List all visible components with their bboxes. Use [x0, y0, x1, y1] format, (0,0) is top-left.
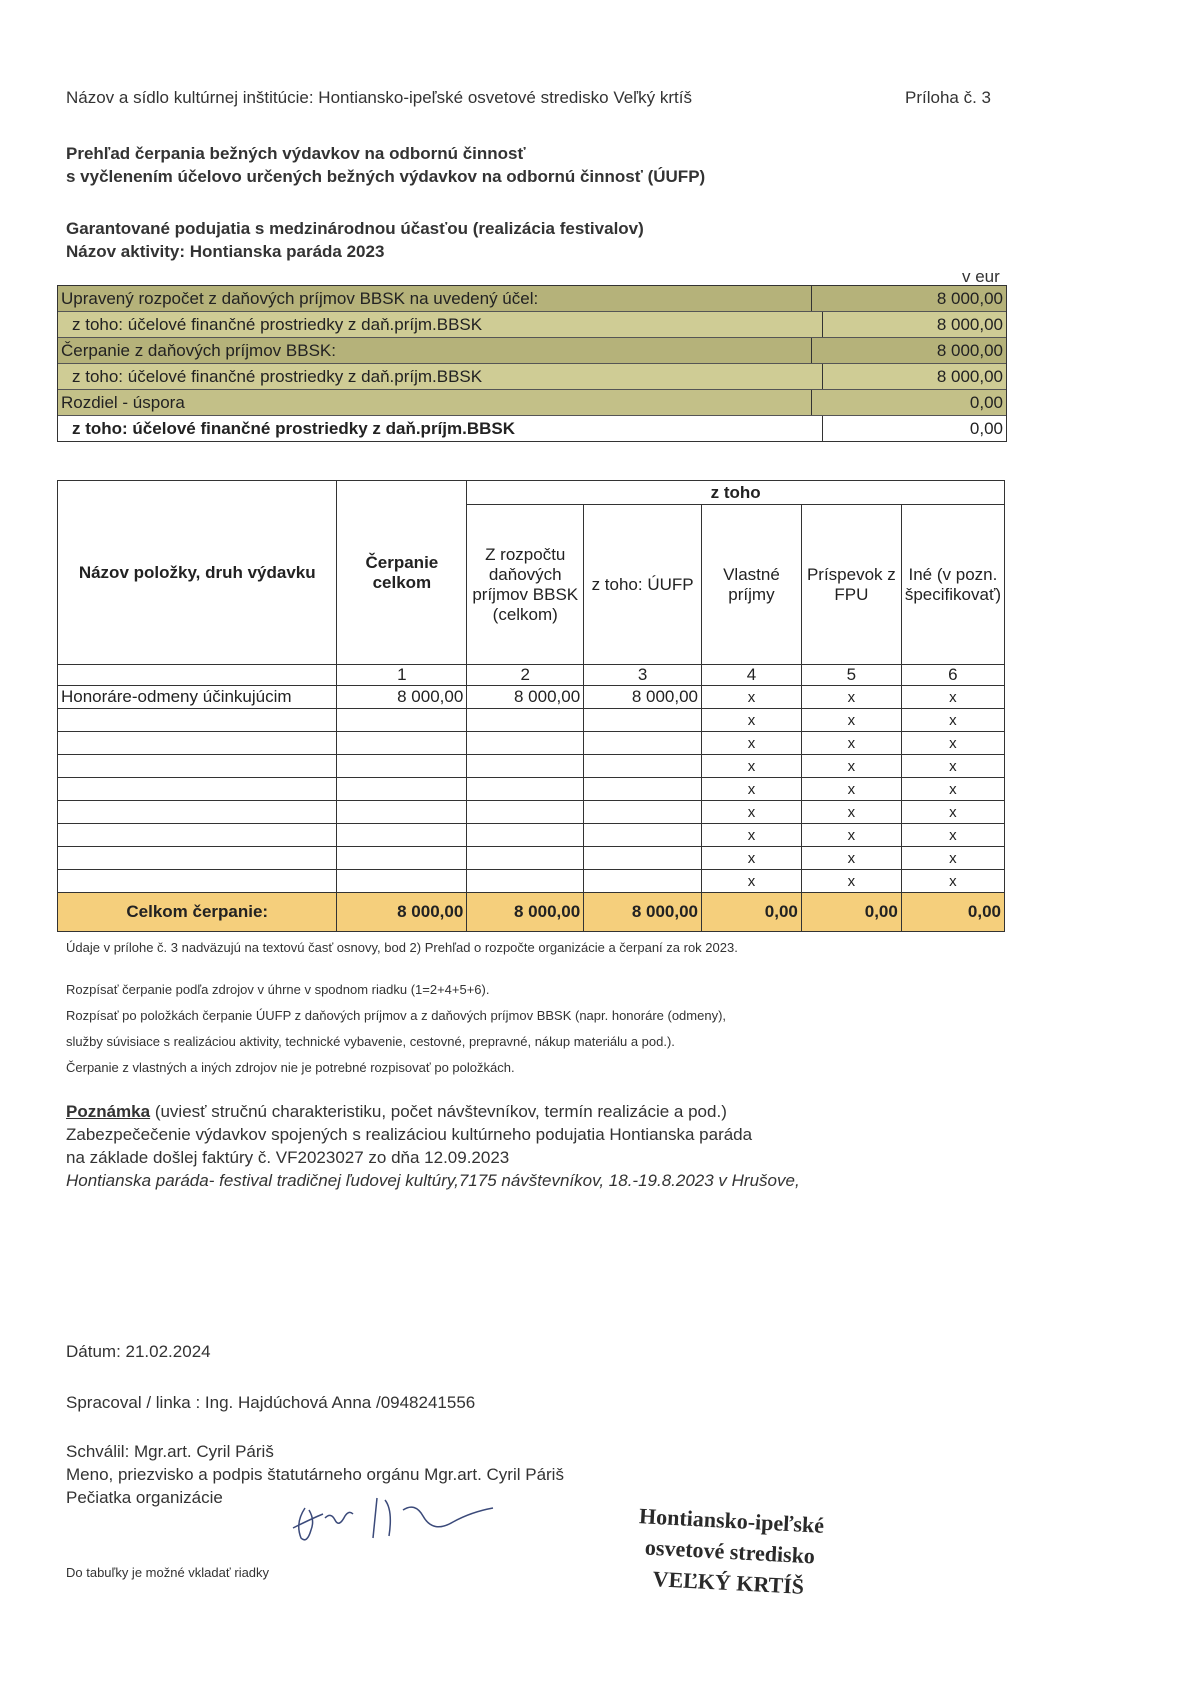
x-mark: x	[801, 732, 901, 755]
summary-label: Čerpanie z daňových príjmov BBSK:	[58, 338, 812, 363]
summary-box	[57, 285, 1007, 442]
summary-label: z toho: účelové finančné prostriedky z daň.príjm.BBSK	[58, 312, 823, 337]
stamp-line: VEĽKÝ KRTÍŠ	[652, 1566, 805, 1599]
cell-fpu: x	[801, 686, 901, 709]
report-title	[66, 142, 705, 188]
total-cell: 8 000,00	[467, 893, 584, 932]
summary-label: z toho: účelové finančné prostriedky z daň.príjm.BBSK	[58, 364, 823, 389]
x-mark: x	[702, 801, 802, 824]
summary-row	[58, 364, 1006, 390]
table-row	[58, 686, 1005, 709]
x-mark: x	[901, 755, 1004, 778]
x-mark: x	[702, 778, 802, 801]
header-group: z toho	[467, 481, 1005, 505]
x-mark: x	[801, 755, 901, 778]
summary-value: 0,00	[969, 419, 1003, 438]
cell-other: x	[901, 686, 1004, 709]
col-number: 4	[702, 665, 802, 686]
summary-row	[58, 416, 1006, 441]
col-number: 5	[801, 665, 901, 686]
col-number: 2	[467, 665, 584, 686]
title-line-1: Prehľad čerpania bežných výdavkov na odbornú činnosť	[66, 144, 526, 163]
remark-heading	[66, 1100, 800, 1123]
summary-row	[58, 312, 1006, 338]
table-row	[58, 755, 1005, 778]
summary-row	[58, 338, 1006, 364]
table-row	[58, 870, 1005, 893]
header-fpu: Príspevok z FPU	[801, 505, 901, 665]
x-mark: x	[801, 778, 901, 801]
signature-image	[285, 1488, 505, 1548]
cell-total: 8 000,00	[337, 686, 467, 709]
remark-line: na základe došlej faktúry č. VF2023027 zo dňa 12.09.2023	[66, 1148, 510, 1167]
rows-note: Do tabuľky je možné vkladať riadky	[66, 1565, 270, 1580]
x-mark: x	[702, 709, 802, 732]
table-row	[58, 801, 1005, 824]
remark-block	[66, 1100, 800, 1192]
remark-line: Hontianska paráda- festival tradičnej ľudovej kultúry,7175 návštevníkov, 18.-19.8.2023 v Hrušove,	[66, 1171, 800, 1190]
x-mark: x	[901, 732, 1004, 755]
header-budget: Z rozpočtu daňových príjmov BBSK (celkom)	[467, 505, 584, 665]
cell-budget: 8 000,00	[467, 686, 584, 709]
table-row	[58, 847, 1005, 870]
total-cell: 0,00	[901, 893, 1004, 932]
stamp-line: Hontiansko-ipeľské	[638, 1503, 825, 1538]
total-row	[58, 893, 1005, 932]
cell-own: x	[702, 686, 802, 709]
total-cell: 0,00	[801, 893, 901, 932]
col-number: 1	[337, 665, 467, 686]
institution-header: Názov a sídlo kultúrnej inštitúcie: Hontiansko-ipeľské osvetové stredisko Veľký krtíš	[66, 88, 692, 107]
stamp-line: osvetové stredisko	[644, 1534, 816, 1569]
remark-hint: (uviesť stručnú charakteristiku, počet návštevníkov, termín realizácie a pod.)	[150, 1102, 727, 1121]
x-mark: x	[702, 870, 802, 893]
prepared-by: Spracoval / linka : Ing. Hajdúchová Anna /0948241556	[66, 1393, 476, 1412]
table-row	[58, 778, 1005, 801]
note-line: služby súvisiace s realizáciou aktivity, technické vybavenie, cestovné, prepravné, nákup materiálu a pod.).	[66, 1034, 675, 1049]
note-link: Údaje v prílohe č. 3 nadväzujú na textovú časť osnovy, bod 2) Prehľad o rozpočte organizácie a čerpaní za rok 2023.	[66, 940, 738, 955]
remark-line: Zabezpečečenie výdavkov spojených s realizáciou kultúrneho podujatia Hontianska paráda	[66, 1125, 753, 1144]
x-mark: x	[702, 732, 802, 755]
table-row	[58, 732, 1005, 755]
summary-label: Upravený rozpočet z daňových príjmov BBSK na uvedený účel:	[58, 286, 812, 311]
note-line: Čerpanie z vlastných a iných zdrojov nie je potrebné rozpisovať po položkách.	[66, 1060, 515, 1075]
total-label: Celkom čerpanie:	[58, 893, 337, 932]
note-line: Rozpísať čerpanie podľa zdrojov v úhrne v spodnom riadku (1=2+4+5+6).	[66, 982, 490, 997]
activity-info	[66, 217, 644, 263]
total-cell: 0,00	[702, 893, 802, 932]
summary-value: 8 000,00	[936, 367, 1003, 386]
cell-uufp: 8 000,00	[584, 686, 702, 709]
x-mark: x	[901, 778, 1004, 801]
x-mark: x	[702, 755, 802, 778]
x-mark: x	[901, 870, 1004, 893]
title-line-3: Garantované podujatia s medzinárodnou účasťou (realizácia festivalov)	[66, 219, 644, 238]
approved-by: Schválil: Mgr.art. Cyril Páriš	[66, 1442, 274, 1461]
summary-label: Rozdiel - úspora	[58, 390, 812, 415]
x-mark: x	[901, 847, 1004, 870]
date-line: Dátum: 21.02.2024	[66, 1342, 211, 1361]
x-mark: x	[901, 801, 1004, 824]
header-item-name: Názov položky, druh výdavku	[58, 481, 337, 665]
currency-label: v eur	[962, 267, 1000, 286]
x-mark: x	[801, 847, 901, 870]
table-row	[58, 709, 1005, 732]
attachment-label: Príloha č. 3	[905, 88, 991, 107]
x-mark: x	[801, 824, 901, 847]
seal-label: Pečiatka organizácie	[66, 1488, 223, 1507]
header-other: Iné (v pozn. špecifikovať)	[901, 505, 1004, 665]
row-name: Honoráre-odmeny účinkujúcim	[58, 686, 337, 709]
remark-label: Poznámka	[66, 1102, 151, 1121]
header-total: Čerpanie celkom	[337, 481, 467, 665]
title-line-2: s vyčlenením účelovo určených bežných výdavkov na odbornú činnosť (ÚUFP)	[66, 167, 706, 186]
activity-name: Názov aktivity: Hontianska paráda 2023	[66, 242, 385, 261]
x-mark: x	[702, 847, 802, 870]
total-cell: 8 000,00	[337, 893, 467, 932]
x-mark: x	[702, 824, 802, 847]
note-line: Rozpísať po položkách čerpanie ÚUFP z daňových príjmov a z daňových príjmov BBSK (napr. honoráre (odmeny),	[66, 1008, 727, 1023]
total-cell: 8 000,00	[584, 893, 702, 932]
statutory-line: Meno, priezvisko a podpis štatutárneho orgánu Mgr.art. Cyril Páriš	[66, 1465, 564, 1484]
header-uufp: z toho: ÚUFP	[584, 505, 702, 665]
summary-row	[58, 390, 1006, 416]
summary-row	[58, 286, 1006, 312]
x-mark: x	[801, 801, 901, 824]
x-mark: x	[801, 709, 901, 732]
x-mark: x	[901, 709, 1004, 732]
table-row	[58, 824, 1005, 847]
x-mark: x	[801, 870, 901, 893]
notes-block	[66, 977, 726, 1081]
col-number: 3	[584, 665, 702, 686]
column-number-row	[58, 665, 1005, 686]
summary-value: 8 000,00	[936, 315, 1003, 334]
header-own: Vlastné príjmy	[702, 505, 802, 665]
summary-value: 8 000,00	[936, 341, 1003, 360]
summary-label: z toho: účelové finančné prostriedky z daň.príjm.BBSK	[58, 416, 823, 441]
expenses-table	[57, 480, 1005, 932]
organization-stamp	[613, 1499, 848, 1604]
col-number: 6	[901, 665, 1004, 686]
summary-value: 0,00	[969, 393, 1003, 412]
x-mark: x	[901, 824, 1004, 847]
summary-value: 8 000,00	[936, 289, 1003, 308]
